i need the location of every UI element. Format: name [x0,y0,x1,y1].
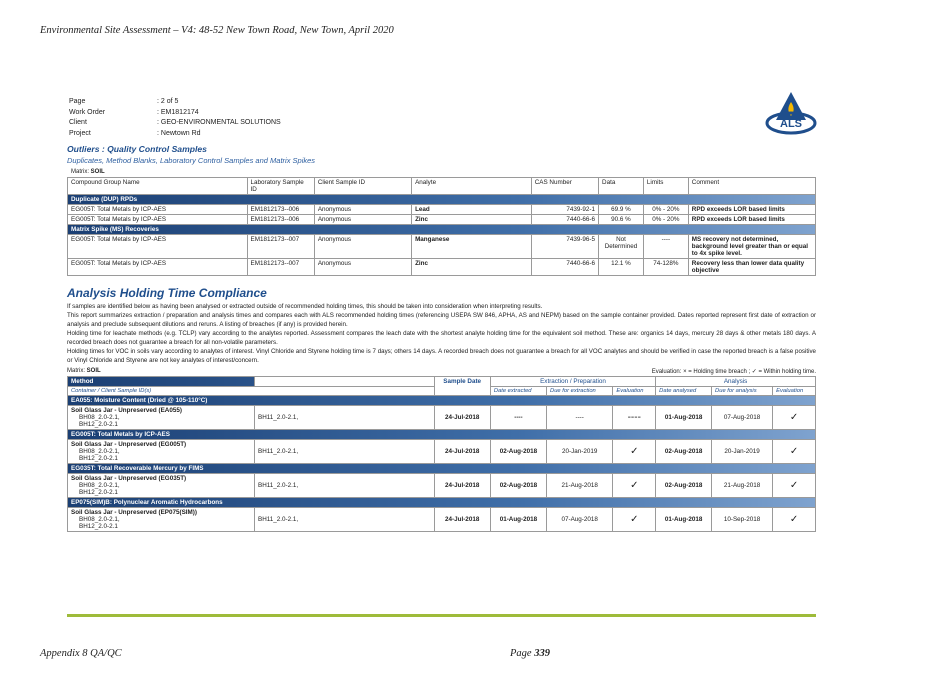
client-sample-id: Anonymous [314,215,411,225]
data-value: 90.6 % [599,215,644,225]
container-name: Soil Glass Jar - Unpreserved (EP075(SIM)) [71,509,197,517]
holding-table [67,376,816,532]
table-row [68,474,816,498]
limits: 0% - 20% [643,205,688,215]
meta-key: Work Order [69,108,106,116]
cas-number: 7439-96-5 [531,235,598,259]
meta-key: Page [69,98,86,105]
date-analysed: 01-Aug-2018 [656,508,712,532]
meta-row [69,109,281,118]
matrix-label: Matrix: [67,368,85,375]
sample-id: BH12_2.0-2.1 [79,489,118,497]
sample-date: 24-Jul-2018 [434,508,490,532]
table-row [68,235,816,259]
compound-group: EG005T: Total Metals by ICP-AES [68,205,248,215]
logo-wordmark: ALS [780,118,802,130]
container-cell [68,406,255,430]
method-band-row [68,464,816,474]
lab-sample-id: EM1812173--007 [247,235,314,259]
sample-id-secondary: BH11_2.0-2.1, [255,474,435,498]
outliers-group-row [68,195,816,205]
outliers-col-header: CAS Number [531,178,598,195]
table-row [68,259,816,276]
evaluation-extraction: ✓ [613,440,656,464]
holding-paragraph: If samples are identified below as having been analysed or extracted outside of recommended holding times, this should be taken into consideration when interpreting results. [67,303,543,311]
outliers-table [67,177,816,276]
due-for-extraction: 07-Aug-2018 [547,508,613,532]
due-for-analysis: 21-Aug-2018 [712,474,773,498]
method-band-row [68,396,816,406]
limits: 0% - 20% [643,215,688,225]
sample-id: BH08_2.0-2.1, [79,482,120,490]
lab-sample-id: EM1812173--006 [247,215,314,225]
table-row [68,508,816,532]
container-name: Soil Glass Jar - Unpreserved (EA055) [71,407,182,415]
holding-paragraphs [67,302,816,365]
date-extracted: 02-Aug-2018 [490,440,546,464]
evaluation-analysis: ✓ [773,474,816,498]
data-value: 69.9 % [599,205,644,215]
due-for-extraction: ---- [547,406,613,430]
analyte: Manganese [412,235,532,259]
due-for-analysis: 10-Sep-2018 [712,508,773,532]
sample-id: BH08_2.0-2.1, [79,448,120,456]
holding-subcol: Due for extraction [547,387,613,396]
col-analysis: Analysis [656,377,816,387]
holding-subcol: Evaluation [773,387,816,396]
compound-group: EG005T: Total Metals by ICP-AES [68,215,248,225]
date-extracted: 02-Aug-2018 [490,474,546,498]
comment: RPD exceeds LOR based limits [688,205,815,215]
meta-key: Client [69,119,87,127]
outliers-col-header: Limits [643,178,688,195]
method-band-row [68,498,816,508]
footer-appendix: Appendix 8 QA/QC [40,648,122,659]
outliers-col-header: Compound Group Name [68,178,248,195]
holding-paragraph: Holding time for leachate methods (e.g. TCLP) vary according to the analytes reported. Assessment compares the leach date with the shortest analyte holding time for the equivalent soil method. These are: organics 14 days, mercury 28 days & other metals 180 days. A recorded breach does not guarantee a breach for all non-volatile parameters. [67,330,816,347]
col-container: Container / Client Sample ID(s) [68,387,435,396]
compound-group: EG005T: Total Metals by ICP-AES [68,235,248,259]
als-logo-icon [764,90,818,136]
outliers-group-name: Matrix Spike (MS) Recoveries [68,225,816,235]
lab-sample-id: EM1812173--007 [247,259,314,276]
client-sample-id: Anonymous [314,259,411,276]
outliers-col-header: Laboratory Sample ID [247,178,314,195]
holding-subcol: Date extracted [490,387,546,396]
container-cell [68,440,255,464]
evaluation-analysis: ✓ [773,508,816,532]
table-row [68,205,816,215]
analyte: Zinc [412,215,532,225]
document-header-title: Environmental Site Assessment – V4: 48-52 New Town Road, New Town, April 2020 [40,25,394,36]
meta-row [69,130,281,139]
outliers-col-header: Analyte [412,178,532,195]
container-name: Soil Glass Jar - Unpreserved (EG035T) [71,475,187,483]
lab-sample-id: EM1812173--006 [247,205,314,215]
date-analysed: 01-Aug-2018 [656,406,712,430]
outliers-matrix [71,169,816,175]
outliers-subtitle: Duplicates, Method Blanks, Laboratory Control Samples and Matrix Spikes [67,156,316,166]
outliers-group-row [68,225,816,235]
evaluation-legend: Evaluation: × = Holding time breach ; ✓ = Within holding time. [651,369,816,376]
date-extracted: 01-Aug-2018 [490,508,546,532]
method-name: EP075(SIM)B: Polynuclear Aromatic Hydrocarbons [68,498,816,508]
client-sample-id: Anonymous [314,205,411,215]
holding-title: Analysis Holding Time Compliance [67,286,267,301]
due-for-analysis: 07-Aug-2018 [712,406,773,430]
holding-subcol: Evaluation [613,387,656,396]
method-band-row [68,430,816,440]
holding-subcol: Due for analysis [712,387,773,396]
outliers-group-name: Duplicate (DUP) RPDs [68,195,816,205]
holding-matrix [67,368,101,375]
sample-id: BH08_2.0-2.1, [79,516,120,524]
sample-date: 24-Jul-2018 [434,440,490,464]
comment: Recovery less than lower data quality objective [688,259,815,276]
date-analysed: 02-Aug-2018 [656,474,712,498]
sample-id: BH08_2.0-2.1, [79,414,120,422]
limits: ---- [643,235,688,259]
data-value: 12.1 % [599,259,644,276]
evaluation-extraction: ✓ [613,474,656,498]
sample-id-secondary: BH11_2.0-2.1, [255,440,435,464]
table-row [68,215,816,225]
date-analysed: 02-Aug-2018 [656,440,712,464]
meta-value: : EM1812174 [157,108,199,116]
sample-id: BH12_2.0-2.1 [79,421,118,429]
container-cell [68,508,255,532]
meta-key: Project [69,129,91,137]
data-value: Not Determined [599,235,644,259]
compound-group: EG005T: Total Metals by ICP-AES [68,259,248,276]
meta-value: : 2 of 5 [157,98,179,105]
sample-id-secondary: BH11_2.0-2.1, [255,406,435,430]
meta-row [69,119,281,128]
meta-value: : Newtown Rd [157,129,201,137]
matrix-value: SOIL [86,368,101,375]
page-number: 339 [534,648,550,659]
analyte: Zinc [412,259,532,276]
evaluation-analysis: ✓ [773,440,816,464]
outliers-col-header: Data [599,178,644,195]
col-sample-date: Sample Date [434,377,490,396]
outliers-col-header: Comment [688,178,815,195]
sample-date: 24-Jul-2018 [434,474,490,498]
method-name: EG035T: Total Recoverable Mercury by FIMS [68,464,816,474]
date-extracted: ---- [490,406,546,430]
method-name: EA055: Moisture Content (Dried @ 105-110°C) [68,396,816,406]
evaluation-analysis: ✓ [773,406,816,430]
col-extraction: Extraction / Preparation [490,377,655,387]
analyte: Lead [412,205,532,215]
sample-id-secondary: BH11_2.0-2.1, [255,508,435,532]
holding-paragraph: This report summarizes extraction / preparation and analysis times and compares each with ALS recommended holding times (referencing USEPA SW 846, APHA, AS and NEPM) based on the sample container provided. Dates reported represent first date of extraction or analysis and preclude subsequent dilutions and reruns. A listing of breaches (if any) is provided herein. [67,312,816,329]
sample-id: BH12_2.0-2.1 [79,455,118,463]
page-label: Page [510,648,532,659]
comment: MS recovery not determined, background level greater than or equal to 4x spike level. [688,235,815,259]
due-for-extraction: 21-Aug-2018 [547,474,613,498]
matrix-label: Matrix: [71,169,89,176]
cas-number: 7440-66-6 [531,215,598,225]
sample-date: 24-Jul-2018 [434,406,490,430]
method-name: EG005T: Total Metals by ICP-AES [68,430,816,440]
footer-rule [67,614,816,617]
evaluation-extraction: ---- [613,406,656,430]
container-cell [68,474,255,498]
lab-report-page [67,96,816,532]
table-row [68,440,816,464]
evaluation-extraction: ✓ [613,508,656,532]
meta-row [69,98,281,107]
outliers-col-header: Client Sample ID [314,178,411,195]
sample-id: BH12_2.0-2.1 [79,523,118,531]
footer-page [510,648,550,659]
meta-value: : GEO-ENVIRONMENTAL SOLUTIONS [157,119,281,127]
holding-paragraph: Holding times for VOC in soils vary according to analytes of interest. Vinyl Chloride and Styrene holding time is 7 days; others 14 days. A recorded breach does not guarantee a breach for all VOC analytes and should be verified in case the reported breach is a false positive or Vinyl Chloride and Styrene are not key analytes of interest/concern. [67,348,816,365]
cas-number: 7439-92-1 [531,205,598,215]
due-for-analysis: 20-Jan-2019 [712,440,773,464]
matrix-value: SOIL [90,169,105,176]
due-for-extraction: 20-Jan-2019 [547,440,613,464]
container-name: Soil Glass Jar - Unpreserved (EG005T) [71,441,187,449]
holding-matrix-row [67,368,816,375]
client-sample-id: Anonymous [314,235,411,259]
report-meta [67,96,283,140]
limits: 74-128% [643,259,688,276]
comment: RPD exceeds LOR based limits [688,215,815,225]
table-row [68,406,816,430]
col-method: Method [68,377,255,387]
cas-number: 7440-66-6 [531,259,598,276]
holding-subcol: Date analysed [656,387,712,396]
outliers-title: Outliers : Quality Control Samples [67,144,207,155]
